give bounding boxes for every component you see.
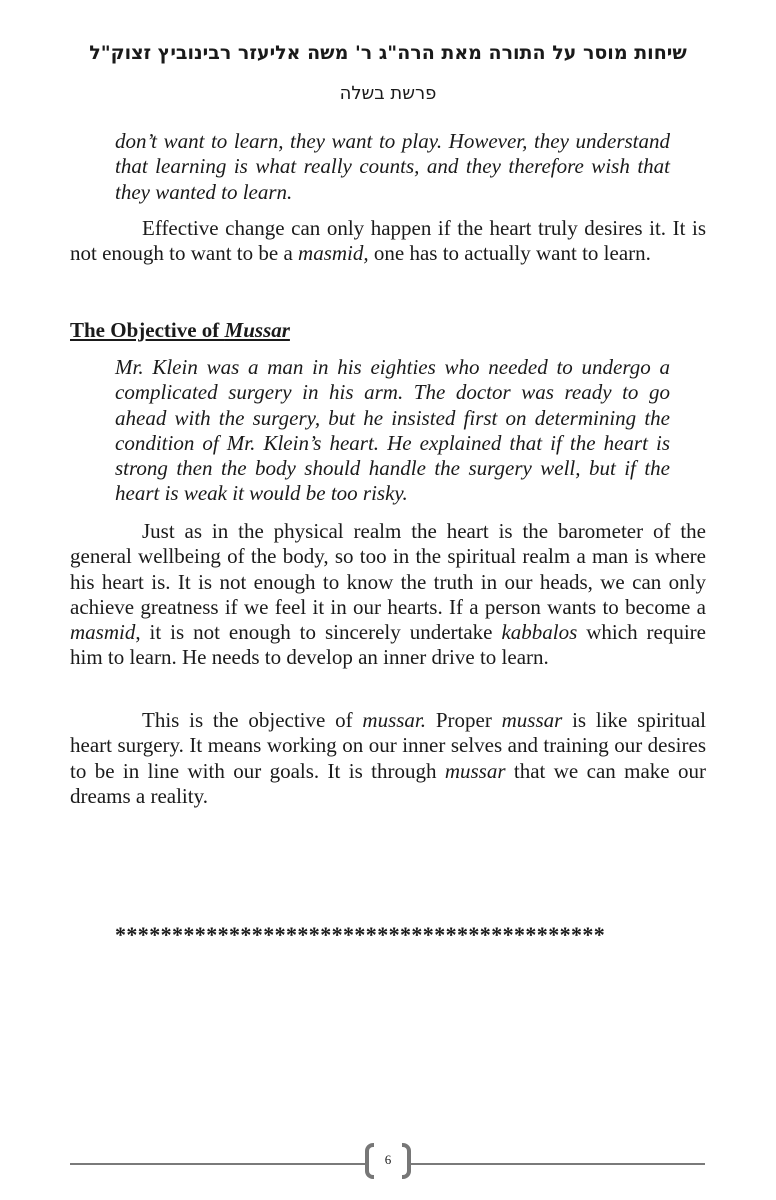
text: that we can make our dreams a reality. bbox=[70, 758, 706, 808]
text: Effective change can only happen if the heart truly desires it. It is not enough to want to be a bbox=[70, 216, 706, 266]
term-mussar: mussar. bbox=[362, 708, 427, 732]
running-header-parsha: פרשת בשלה bbox=[339, 83, 437, 104]
text: Just as in the physical realm the heart is the barometer of the general wellbeing of the body, so too in the spiritual realm a man is where his heart is. It is not enough to know the truth in our heads, we can only achieve greatness if we feel it in our hearts. If a person wants to become a bbox=[70, 519, 706, 619]
paragraph-heart-barometer bbox=[70, 519, 706, 671]
footer-rule-left bbox=[70, 1163, 365, 1165]
term-mussar: mussar bbox=[501, 708, 563, 732]
text: one has to actually want to learn. bbox=[368, 241, 651, 266]
paragraph-objective bbox=[70, 708, 706, 809]
term-mussar: mussar bbox=[444, 758, 506, 783]
section-separator: ******************************************* bbox=[115, 922, 606, 947]
footer-bracket-right bbox=[402, 1143, 411, 1179]
story-quote: Mr. Klein was a man in his eighties who needed to undergo a complicated surgery in his arm. The doctor was ready to go ahead with the surgery, but he insisted first on determining the condition of Mr. Klein’s heart. He explained that if the heart is strong then the body should handle the surgery well, but if the heart is weak it would be too risky. bbox=[115, 355, 670, 506]
paragraph-effective-change bbox=[70, 216, 706, 267]
text: Proper bbox=[426, 708, 502, 732]
footer-bracket-left bbox=[365, 1143, 374, 1179]
page-number: 6 bbox=[384, 1152, 392, 1167]
term-kabbalos: kabbalos bbox=[501, 620, 578, 645]
text: , it is not enough to sincerely undertake bbox=[135, 620, 502, 645]
running-header-title: שיחות מוסר על התורה מאת הרה"ג ר' משה אליעזר רבינוביץ זצוק"ל bbox=[89, 42, 687, 64]
text: which require him to learn. He needs to develop an inner drive to learn. bbox=[70, 620, 706, 670]
text: This is the objective of bbox=[142, 708, 363, 732]
footer-rule-right bbox=[411, 1163, 705, 1165]
heading-term: Mussar bbox=[224, 318, 290, 342]
story-continuation: don’t want to learn, they want to play. However, they understand that learning is what really counts, and they therefore wish that they wanted to learn. bbox=[115, 129, 670, 204]
section-heading bbox=[70, 318, 290, 343]
term-masmid: masmid bbox=[70, 620, 136, 645]
text: is like spiritual heart surgery. It means working on our inner selves and training our desires to be in line with our goals. It is through bbox=[70, 708, 706, 783]
heading-text: The Objective of bbox=[70, 318, 225, 342]
term-masmid: masmid, bbox=[298, 241, 369, 266]
